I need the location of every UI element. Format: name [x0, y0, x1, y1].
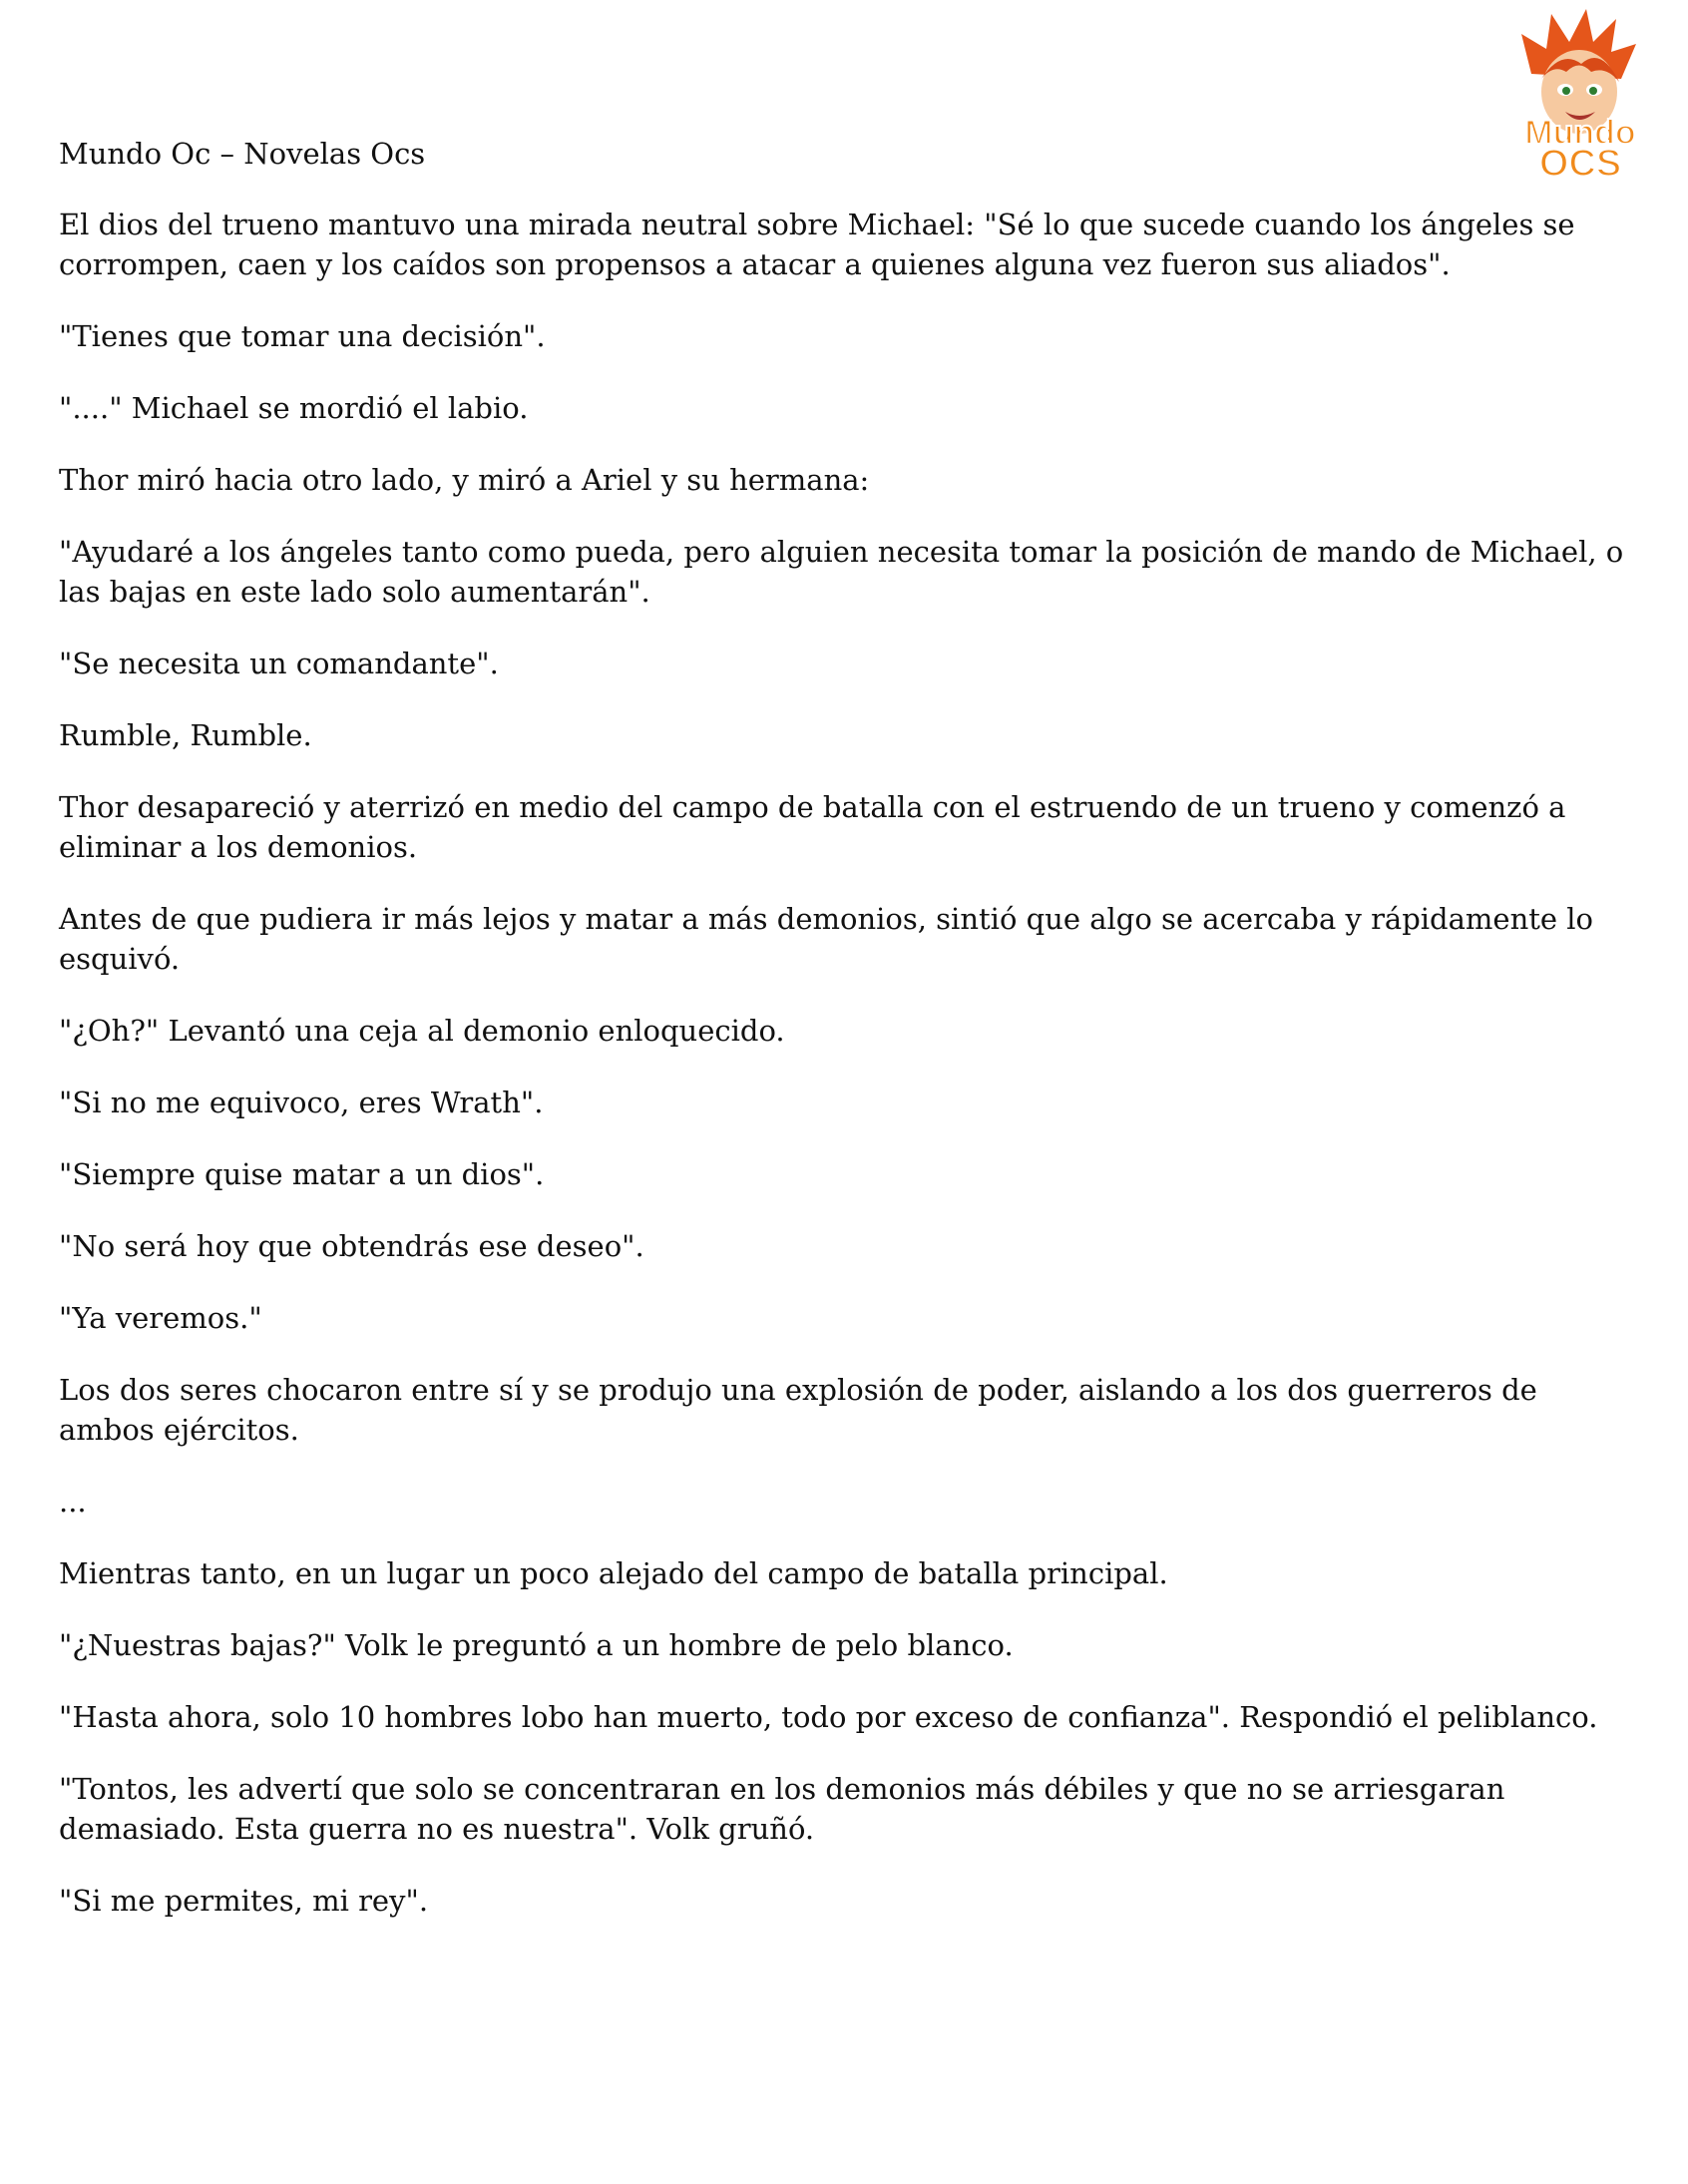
- paragraph: Rumble, Rumble.: [59, 718, 312, 752]
- logo-text-line1: Mundo: [1524, 114, 1636, 152]
- paragraph: Mientras tanto, en un lugar un poco alejado del campo de batalla principal.: [59, 1556, 1168, 1590]
- paragraph: "¿Oh?" Levantó una ceja al demonio enloquecido.: [59, 1014, 785, 1048]
- logo-text-line2: OCS: [1538, 143, 1622, 182]
- paragraph: "Ayudaré a los ángeles tanto como pueda, pero alguien necesita tomar la posición de mando de Michael, o las bajas en este lado solo aumentarán".: [59, 535, 1624, 609]
- paragraph: ...: [59, 1485, 87, 1519]
- paragraph: Thor desapareció y aterrizó en medio del campo de batalla con el estruendo de un trueno y comenzó a eliminar a los demonios.: [59, 790, 1566, 864]
- paragraph: "Si no me equivoco, eres Wrath".: [59, 1086, 544, 1119]
- paragraph: "¿Nuestras bajas?" Volk le preguntó a un hombre de pelo blanco.: [59, 1628, 1014, 1662]
- paragraph: "Si me permites, mi rey".: [59, 1884, 429, 1918]
- paragraph: "Ya veremos.": [59, 1301, 262, 1335]
- paragraph: Antes de que pudiera ir más lejos y matar a más demonios, sintió que algo se acercaba y rápidamente lo esquivó.: [59, 902, 1594, 976]
- mundo-ocs-logo: [1491, 4, 1669, 182]
- paragraph: Thor miró hacia otro lado, y miró a Ariel y su hermana:: [59, 463, 870, 497]
- paragraph: "Tontos, les advertí que solo se concentraran en los demonios más débiles y que no se arriesgaran demasiado. Esta guerra no es nuestra". Volk gruñó.: [59, 1772, 1505, 1846]
- paragraph: "Siempre quise matar a un dios".: [59, 1157, 545, 1191]
- paragraph: Los dos seres chocaron entre sí y se produjo una explosión de poder, aislando a los dos guerreros de ambos ejércitos.: [59, 1373, 1537, 1447]
- paragraph: "Se necesita un comandante".: [59, 647, 499, 680]
- paragraph: El dios del trueno mantuvo una mirada neutral sobre Michael: "Sé lo que sucede cuando los ángeles se corrompen, caen y los caídos son propensos a atacar a quienes alguna vez fueron sus aliados".: [59, 208, 1575, 281]
- paragraph: "Hasta ahora, solo 10 hombres lobo han muerto, todo por exceso de confianza". Respondió el peliblanco.: [59, 1700, 1598, 1734]
- paragraph: "No será hoy que obtendrás ese deseo".: [59, 1229, 644, 1263]
- page-header-title: Mundo Oc – Novelas Ocs: [59, 137, 426, 171]
- paragraph: "Tienes que tomar una decisión".: [59, 319, 546, 353]
- document-body: [59, 205, 1625, 1953]
- paragraph: "...." Michael se mordió el labio.: [59, 391, 529, 425]
